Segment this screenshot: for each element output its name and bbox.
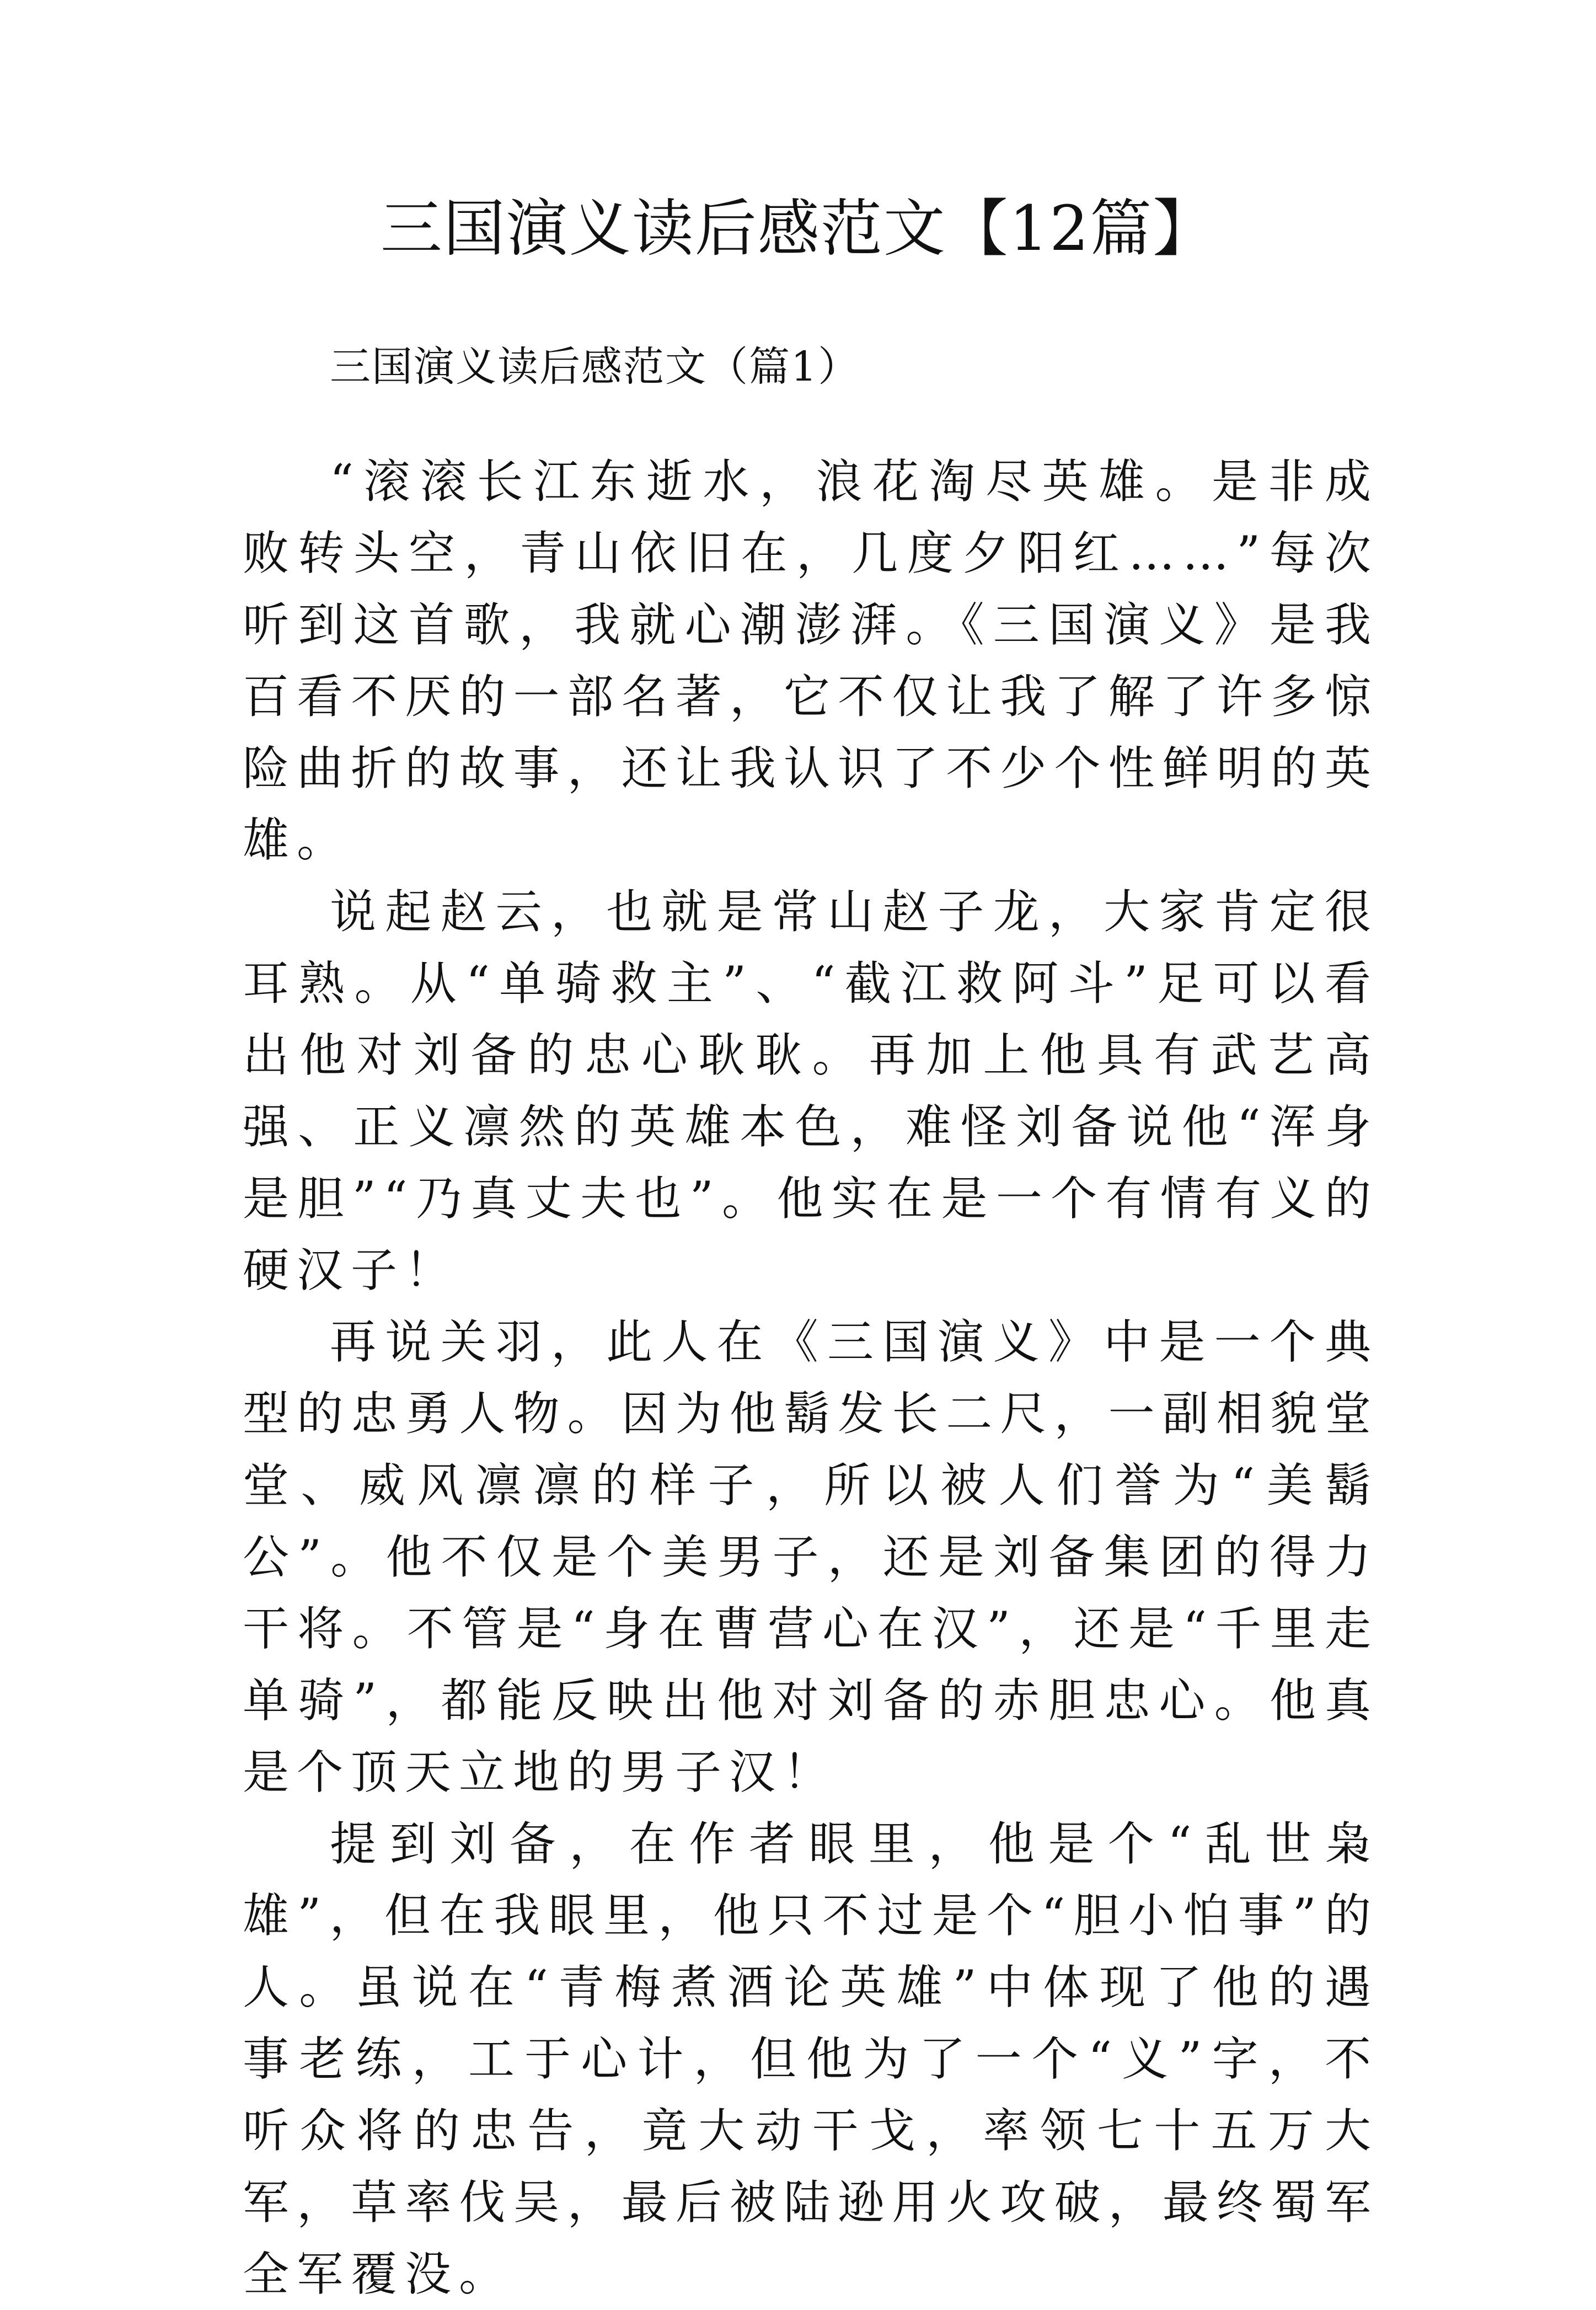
document-title: 三国演义读后感范文【12篇】	[380, 193, 1216, 265]
paragraph: 再说关羽，此人在《三国演义》中是一个典型的忠勇人物。因为他鬍发长二尺，一副相貌堂堂、威风凛凛的样子，所以被人们誉为“美鬍公”。他不仅是个美男子，还是刘备集团的得力干将。不管是“身在曹营心在汉”，还是“千里走单骑”，都能反映出他对刘备的赤胆忠心。他真是个顶天立地的男子汉！	[243, 1315, 1379, 1799]
paragraph: 提到刘备，在作者眼里，他是个“乱世枭雄”，但在我眼里，他只不过是个“胆小怕事”的人。虽说在“青梅煮酒论英雄”中体现了他的遇事老练，工于心计，但他为了一个“义”字，不听众将的忠告，竟大动干戈，率领七十五万大军，草率伐吴，最后被陆逊用火攻破，最终蜀军全军覆没。	[243, 1817, 1379, 2301]
article-body	[243, 446, 1379, 2310]
paragraph: “滚滚长江东逝水，浪花淘尽英雄。是非成败转头空，青山依旧在，几度夕阳红……”每次听到这首歌，我就心潮澎湃。《三国演义》是我百看不厌的一部名著，它不仅让我了解了许多惊险曲折的故事，还让我认识了不少个性鲜明的英雄。	[243, 454, 1379, 867]
section-heading: 三国演义读后感范文（篇1）	[330, 343, 860, 391]
paragraph: 说起赵云，也就是常山赵子龙，大家肯定很耳熟。从“单骑救主”、“截江救阿斗”足可以看出他对刘备的忠心耿耿。再加上他具有武艺高强、正义凛然的英雄本色，难怪刘备说他“浑身是胆”“乃真丈夫也”。他实在是一个有情有义的硬汉子！	[243, 885, 1379, 1297]
